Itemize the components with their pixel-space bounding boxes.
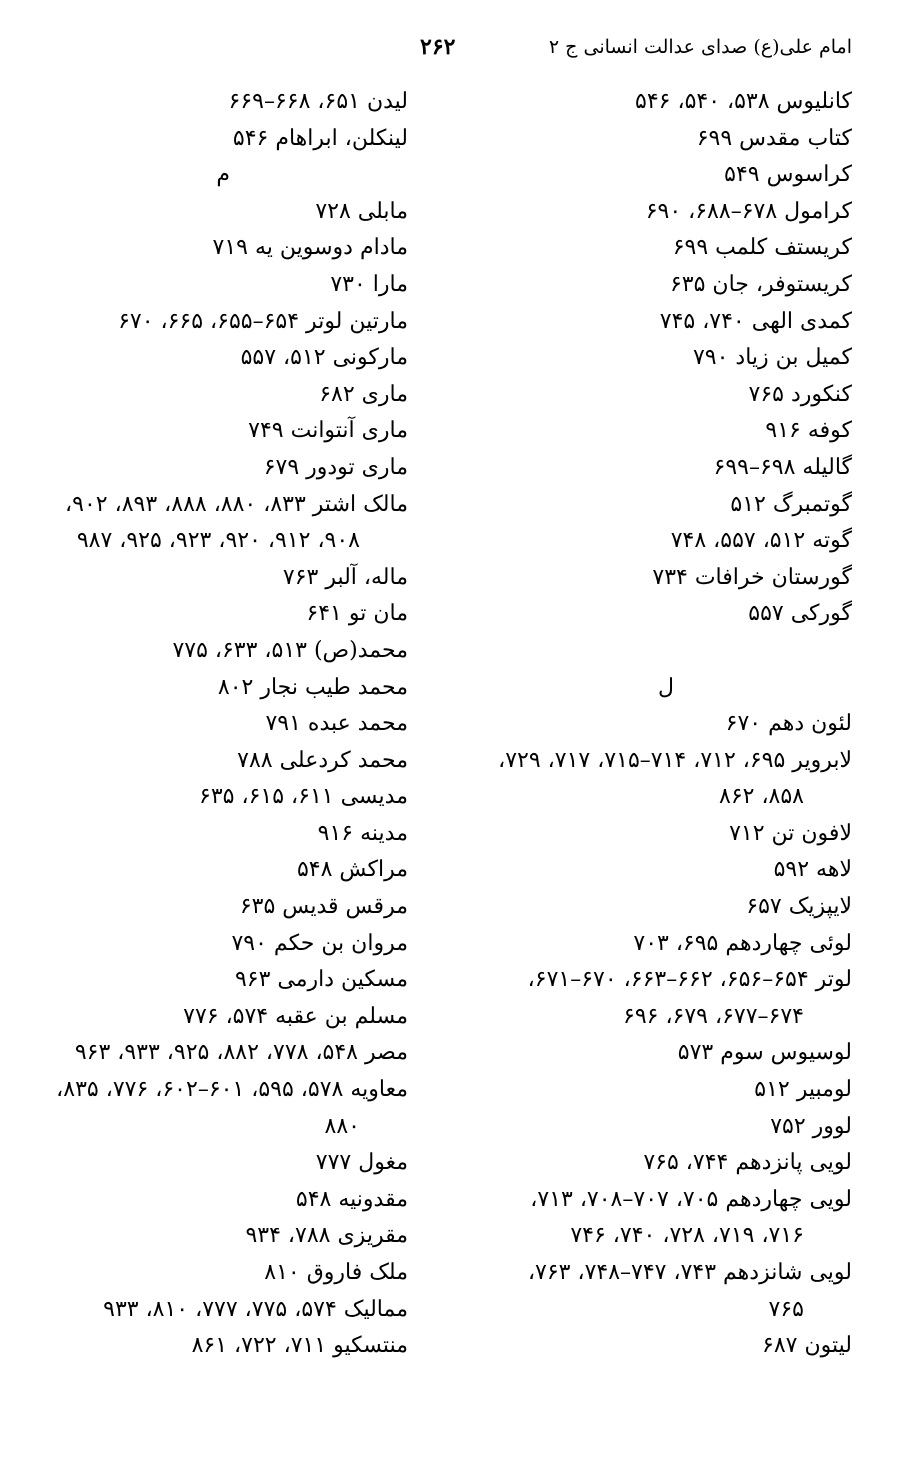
index-entry: منتسکیو ۷۱۱، ۷۲۲، ۸۶۱ — [191, 1333, 408, 1359]
index-entry: گورستان خرافات ۷۳۴ — [652, 564, 852, 590]
index-entry: مسکین دارمی ۹۶۳ — [234, 967, 408, 993]
index-entry: محمد طیب نجار ۸۰۲ — [217, 674, 408, 700]
section-letter-heading: م — [216, 162, 230, 188]
index-entry: لوتر ۶۵۴–۶۵۶، ۶۶۲–۶۶۳، ۶۷۰–۶۷۱، — [527, 967, 852, 993]
page-header — [0, 36, 900, 68]
index-entry: کرامول ۶۷۸–۶۸۸، ۶۹۰ — [645, 198, 852, 224]
page-number: ۲۶۲ — [420, 34, 456, 60]
index-entry: مارکونی ۵۱۲، ۵۵۷ — [240, 345, 408, 371]
index-entry: کنکورد ۷۶۵ — [748, 381, 852, 407]
index-entry: لویی شانزدهم ۷۴۳، ۷۴۷–۷۴۸، ۷۶۳، — [527, 1260, 852, 1285]
index-entry: کوفه ۹۱۶ — [765, 418, 852, 444]
index-entry: لوسیوس سوم ۵۷۳ — [677, 1040, 852, 1066]
index-entry: لویی چهاردهم ۷۰۵، ۷۰۷–۷۰۸، ۷۱۳، — [530, 1186, 852, 1212]
index-entry: مدیسی ۶۱۱، ۶۱۵، ۶۳۵ — [199, 784, 408, 810]
index-entry: لابرویر ۶۹۵، ۷۱۲، ۷۱۴–۷۱۵، ۷۱۷، ۷۲۹، — [498, 747, 852, 773]
index-entry: ماله، آلبر ۷۶۳ — [282, 564, 408, 590]
index-entry: گوته ۵۱۲، ۵۵۷، ۷۴۸ — [670, 528, 852, 554]
index-entry: لئون دهم ۶۷۰ — [725, 711, 852, 737]
index-entry-continuation: ۸۵۸، ۸۶۲ — [719, 784, 804, 810]
index-entry: مارا ۷۳۰ — [330, 271, 408, 297]
index-entry: گوتمبرگ ۵۱۲ — [730, 491, 852, 517]
index-entry: کریستوفر، جان ۶۳۵ — [669, 271, 852, 297]
index-entry: مالک اشتر ۸۳۳، ۸۸۰، ۸۸۸، ۸۹۳، ۹۰۲، — [65, 491, 408, 517]
index-entry: گورکی ۵۵۷ — [748, 601, 852, 627]
index-entry: محمد(ص) ۵۱۳، ۶۳۳، ۷۷۵ — [172, 637, 408, 663]
index-entry: لویی پانزدهم ۷۴۴، ۷۶۵ — [643, 1150, 852, 1176]
index-entry: لاهه ۵۹۲ — [773, 857, 852, 883]
index-entry: لینکلن، ابراهام ۵۴۶ — [232, 125, 408, 151]
index-entry: معاویه ۵۷۸، ۵۹۵، ۶۰۱–۶۰۲، ۷۷۶، ۸۳۵، — [56, 1077, 408, 1103]
index-entry: ملک فاروق ۸۱۰ — [264, 1260, 408, 1285]
index-entry: مروان بن حکم ۷۹۰ — [231, 930, 408, 956]
index-entry: مارتین لوتر ۶۵۴–۶۵۵، ۶۶۵، ۶۷۰ — [118, 308, 408, 334]
index-entry-continuation: ۶۷۴–۶۷۷، ۶۷۹، ۶۹۶ — [623, 1003, 804, 1029]
index-column-left — [8, 84, 408, 1365]
index-entry-continuation: ۹۰۸، ۹۱۲، ۹۲۰، ۹۲۳، ۹۲۵، ۹۸۷ — [76, 528, 360, 554]
index-entry: ماری تودور ۶۷۹ — [263, 454, 408, 480]
index-entry: محمد کردعلی ۷۸۸ — [237, 747, 408, 773]
index-entry: مدینه ۹۱۶ — [317, 820, 408, 846]
index-entry: لوور ۷۵۲ — [770, 1113, 852, 1139]
index-entry: لومبیر ۵۱۲ — [754, 1077, 852, 1103]
index-entry-continuation: ۷۱۶، ۷۱۹، ۷۲۸، ۷۴۰، ۷۴۶ — [570, 1223, 804, 1249]
section-letter-heading: ل — [658, 674, 674, 700]
index-entry: مغول ۷۷۷ — [315, 1150, 408, 1176]
index-entry: مسلم بن عقبه ۵۷۴، ۷۷۶ — [183, 1003, 408, 1029]
index-entry: لیتون ۶۸۷ — [762, 1333, 852, 1359]
index-column-right — [447, 84, 852, 1365]
index-entry: لوئی چهاردهم ۶۹۵، ۷۰۳ — [633, 930, 852, 956]
index-entry: لافون تن ۷۱۲ — [729, 820, 852, 846]
index-entry: مراکش ۵۴۸ — [296, 857, 408, 883]
index-entry-continuation: ۸۸۰ — [324, 1113, 360, 1139]
index-entry: کراسوس ۵۴۹ — [724, 162, 852, 188]
index-entry: کمیل بن زیاد ۷۹۰ — [692, 345, 852, 371]
index-entry: ممالیک ۵۷۴، ۷۷۵، ۷۷۷، ۸۱۰، ۹۳۳ — [103, 1296, 408, 1322]
index-entry: ماری ۶۸۲ — [319, 381, 408, 407]
index-entry: لیدن ۶۵۱، ۶۶۸–۶۶۹ — [228, 89, 408, 114]
index-entry: ماری آنتوانت ۷۴۹ — [248, 418, 408, 444]
index-entry: کریستف کلمب ۶۹۹ — [672, 235, 852, 261]
running-title: امام علی(ع) صدای عدالت انسانی ج ۲ — [548, 36, 852, 58]
index-entry: کتاب مقدس ۶۹۹ — [696, 125, 852, 151]
index-entry: مقدونیه ۵۴۸ — [295, 1186, 408, 1212]
section-spacer — [447, 633, 852, 670]
index-entry: کانلیوس ۵۳۸، ۵۴۰، ۵۴۶ — [635, 89, 852, 114]
index-entry: مابلی ۷۲۸ — [315, 198, 408, 224]
index-entry: محمد عبده ۷۹۱ — [265, 711, 408, 737]
index-entry: گالیله ۶۹۸–۶۹۹ — [713, 454, 852, 480]
index-entry: مادام دوسوین یه ۷۱۹ — [212, 235, 408, 261]
index-entry: کمدی الهی ۷۴۰، ۷۴۵ — [659, 308, 852, 334]
index-entry: لایپزیک ۶۵۷ — [746, 894, 852, 920]
index-entry: مرقس قدیس ۶۳۵ — [239, 894, 408, 920]
index-entry-continuation: ۷۶۵ — [768, 1296, 804, 1322]
index-entry: مان تو ۶۴۱ — [306, 601, 408, 627]
index-entry: مقریزی ۷۸۸، ۹۳۴ — [245, 1223, 408, 1249]
index-entry: مصر ۵۴۸، ۷۷۸، ۸۸۲، ۹۲۵، ۹۳۳، ۹۶۳ — [74, 1040, 408, 1066]
